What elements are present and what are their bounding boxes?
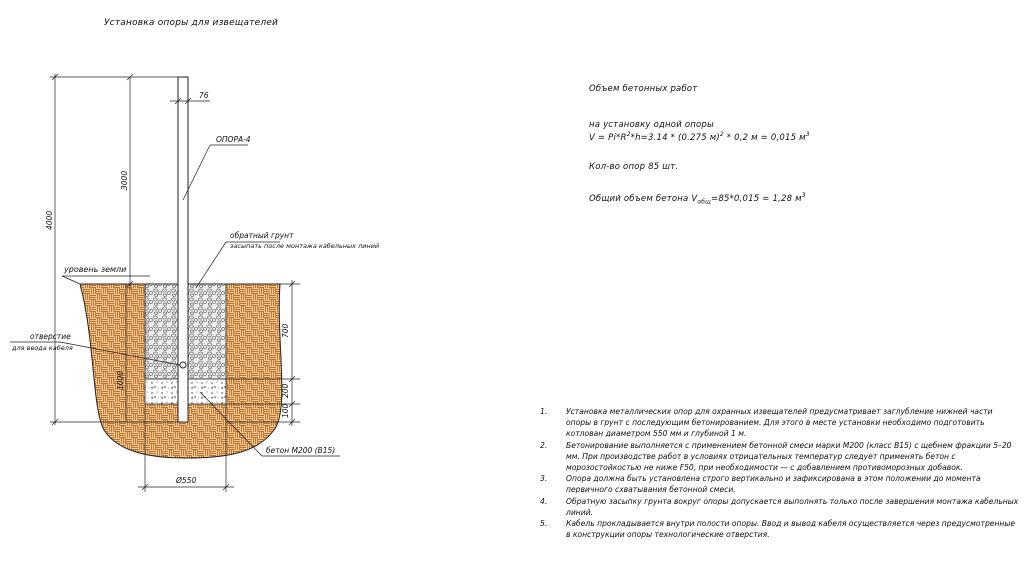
dim-width-label: 76: [199, 91, 209, 100]
calc-count: Кол-во опор 85 шт.: [589, 162, 679, 172]
note-item: 5. Кабель прокладывается внутри полости опоры. Ввод и вывод кабеля осуществляется через предусмотренные в конструкции опоры технологические отверстия.: [540, 519, 1016, 540]
note-item: 4. Обратную засыпку грунта вокруг опоры допускается выполнять только после завершения монтажа кабельных линий.: [540, 496, 1019, 517]
cable-hole: [180, 362, 186, 368]
backfill-label-2: засыпать после монтажа кабельных линий: [230, 242, 380, 250]
note-item: 3. Опора должна быть установлена строго вертикально и зафиксирована в этом положении до момента первичного схватывания бетонной смеси.: [540, 474, 981, 495]
dim-700-label: 700: [281, 323, 290, 338]
dim-above-label: 3000: [120, 170, 129, 190]
page-title: Установка опоры для извещателей: [104, 18, 279, 28]
pole: [178, 77, 188, 422]
backfill-label-1: обратный грунт: [230, 231, 294, 240]
dim-100-label: 100: [281, 403, 290, 418]
ground-level-label: уровень земли: [64, 265, 127, 274]
hole-label-2: для ввода кабеля: [12, 344, 73, 352]
notes-list: [540, 406, 1020, 540]
calc-heading: Объем бетонных работ: [589, 84, 698, 94]
calc-single-label: на установку одной опоры: [589, 120, 714, 130]
note-item: 1. Установка металлических опор для охранных извещателей предусматривает заглубление нижней части опоры в грунт с последующим бетонированием. Для этого в месте установки необходимо подготовить котлован диаметром 550 мм и глубиной 1 м.: [540, 407, 993, 439]
dim-200-label: 200: [281, 383, 290, 398]
diameter-label: Ø550: [176, 476, 197, 485]
concrete-label: бетон М200 (В15): [266, 446, 336, 455]
dim-total-label: 4000: [45, 210, 54, 230]
pole-label: ОПОРА-4: [216, 135, 251, 144]
hole-label-1: отверстие: [30, 332, 71, 341]
calc-total: Общий объем бетона $V_{общ}=85*0,015 = 1,28$ $м^3$: [589, 192, 806, 206]
note-item: 2. Бетонирование выполняется с применением бетонной смеси марки М200 (класс В15) с щебнем фракции 5–20 мм. При производстве работ в условиях отрицательных температур следует применять бетон с морозостойкостью не ниже F50, при необходимости — с добавлением противоморозных добавок.: [540, 440, 1012, 473]
calc-formula: $V = Pi*R^2*h=3.14 * (0.275$ м)$^2$ * 0,2 м = 0,015 $м^3$: [589, 131, 810, 143]
dim-1000-label: 1000: [116, 370, 125, 390]
